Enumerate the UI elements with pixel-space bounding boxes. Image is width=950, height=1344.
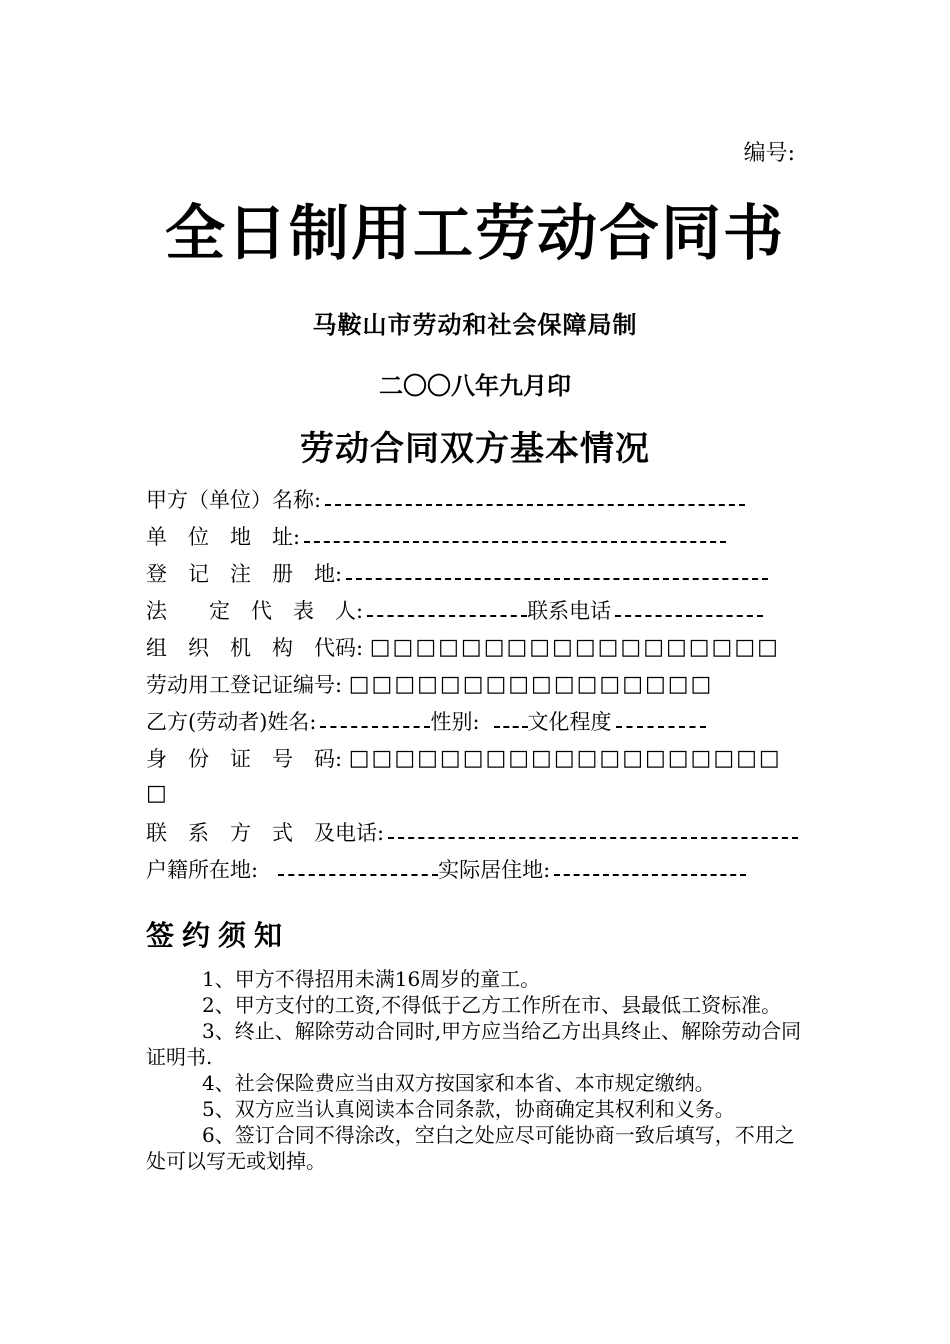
- labor-reg-label: 劳动用工登记证编号:: [146, 673, 343, 697]
- id-number-row: [146, 744, 782, 774]
- note-item: 5、双方应当认真阅读本合同条款，协商确定其权利和义务。: [202, 1097, 735, 1121]
- print-date-line: 二〇〇八年九月印: [379, 371, 571, 400]
- basic-info-title: 劳动合同双方基本情况: [300, 429, 650, 469]
- residence-row: [146, 855, 746, 885]
- note-item: 6、签订合同不得涂改，空白之处应尽可能协商一致后填写，不用之处可以写无或划掉。: [146, 1123, 795, 1173]
- employee-name-label: 乙方(劳动者)姓名:: [146, 710, 317, 734]
- residence-label: 实际居住地:: [438, 858, 551, 882]
- education-field[interactable]: [616, 707, 706, 728]
- employer-address-row: [146, 522, 726, 552]
- contract-number-label: 编号:: [743, 141, 795, 166]
- registered-address-field[interactable]: [346, 559, 768, 580]
- phone-field[interactable]: [615, 596, 763, 617]
- note-item: 4、社会保险费应当由双方按国家和本省、本市规定缴纳。: [202, 1071, 715, 1095]
- household-field[interactable]: [278, 855, 438, 876]
- publisher-line: 马鞍山市劳动和社会保障局制: [312, 310, 638, 339]
- household-label: 户籍所在地:: [146, 858, 259, 882]
- employee-name-field[interactable]: [320, 707, 430, 728]
- residence-field[interactable]: [554, 855, 746, 876]
- id-number-label: 身 份 证 号 码:: [146, 747, 343, 771]
- org-code-label: 组 织 机 构 代码:: [146, 636, 364, 660]
- employee-row: [146, 707, 706, 737]
- gender-field[interactable]: [494, 707, 528, 728]
- note-item: 1、甲方不得招用未满16周岁的童工。: [202, 967, 541, 991]
- employer-address-field[interactable]: [304, 522, 726, 543]
- notes-list: [146, 966, 806, 1174]
- gender-label: 性别:: [430, 710, 480, 734]
- org-code-boxes[interactable]: □□□□□□□□□□□□□□□□□□: [369, 635, 780, 660]
- legal-rep-row: [146, 596, 763, 626]
- legal-rep-field[interactable]: [367, 596, 527, 617]
- employer-name-field[interactable]: [325, 485, 745, 506]
- contact-row: [146, 818, 798, 848]
- registered-address-row: [146, 559, 768, 589]
- note-item: 3、终止、解除劳动合同时,甲方应当给乙方出具终止、解除劳动合同证明书.: [146, 1019, 802, 1069]
- notes-title: 签约须知: [146, 919, 291, 952]
- education-label: 文化程度: [527, 710, 612, 734]
- contact-field[interactable]: [388, 818, 798, 839]
- contact-label: 联 系 方 式 及电话:: [146, 821, 385, 845]
- labor-reg-boxes[interactable]: □□□□□□□□□□□□□□□□: [348, 672, 714, 697]
- employer-name-row: [146, 485, 745, 515]
- employer-name-label: 甲方（单位）名称:: [146, 488, 322, 512]
- registered-address-label: 登 记 注 册 地:: [146, 562, 343, 586]
- id-number-row-continued: [146, 779, 169, 809]
- id-number-boxes-continued[interactable]: □: [146, 781, 169, 806]
- labor-reg-row: [146, 670, 713, 700]
- document-title: 全日制用工劳动合同书: [165, 199, 785, 269]
- note-item: 2、甲方支付的工资,不得低于乙方工作所在市、县最低工资标准。: [202, 993, 782, 1017]
- id-number-boxes[interactable]: □□□□□□□□□□□□□□□□□□□: [348, 746, 782, 771]
- employer-address-label: 单 位 地 址:: [146, 525, 301, 549]
- phone-label: 联系电话: [527, 599, 612, 623]
- legal-rep-label: 法 定 代 表 人:: [146, 599, 364, 623]
- org-code-row: [146, 633, 780, 663]
